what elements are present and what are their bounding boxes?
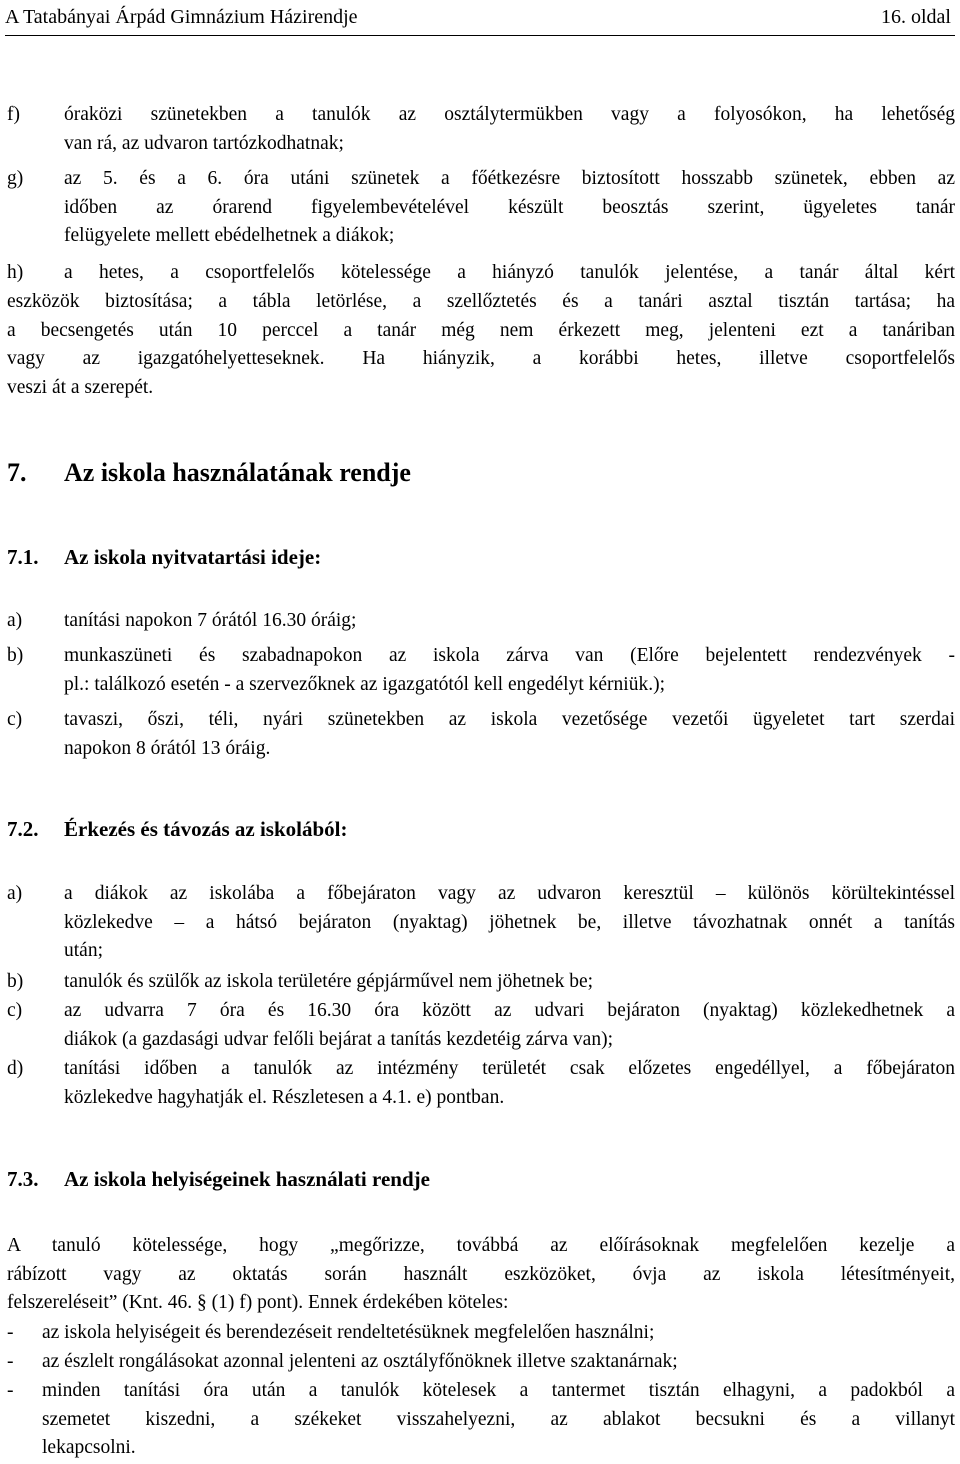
text-line: tanítási időben a tanulók az intézmény területét csak előzetes engedéllyel, a főbejáraton	[64, 1058, 955, 1079]
item-text	[64, 968, 955, 997]
page-number: 16. oldal	[881, 6, 951, 28]
item-label: f)	[7, 104, 20, 125]
section-number: 7.	[7, 458, 27, 487]
dash-bullet: -	[7, 1322, 14, 1343]
item-text	[64, 607, 955, 636]
text-line: óraközi szünetekben a tanulók az osztálytermükben vagy a folyosókon, ha lehetőség	[64, 104, 955, 125]
item-label: b)	[7, 971, 24, 992]
item-label: h)	[7, 262, 24, 283]
text-line: veszi át a szerepét.	[7, 376, 154, 398]
text-line: tanulók és szülők az iskola területére gépjárművel nem jöhetnek be;	[64, 971, 594, 992]
section-number: 7.3.	[7, 1167, 39, 1191]
item-label: c)	[7, 1000, 23, 1021]
section-title: Az iskola helyiségeinek használati rendje	[64, 1167, 430, 1191]
item-label: g)	[7, 168, 24, 189]
text-line: a diákok az iskolába a főbejáraton vagy az udvaron keresztül – különös körültekintéssel	[64, 883, 955, 904]
text-line: lekapcsolni.	[42, 1437, 136, 1458]
text-line: felügyelete mellett ebédelhetnek a diákok;	[64, 225, 395, 246]
item-text	[42, 1377, 955, 1463]
list-item-h-continuation	[7, 288, 955, 402]
text-line: tavaszi, őszi, téli, nyári szünetekben az iskola vezetősége vezetői ügyeletet tart szerdai	[64, 709, 955, 730]
text-line: a becsengetés után 10 perccel a tanár még nem érkezett meg, jelenteni ezt a tanáriban	[7, 319, 955, 341]
text-line: diákok (a gazdasági udvar felőli bejárat a tanítás kezdetéig zárva van);	[64, 1028, 613, 1050]
item-text	[64, 1055, 955, 1112]
document-title: A Tatabányai Árpád Gimnázium Házirendje	[5, 6, 358, 28]
text-line: az iskola helyiségeit és berendezéseit rendeltetésüknek megfelelően használni;	[42, 1322, 655, 1343]
text-line: a hetes, a csoportfelelős kötelessége a hiányzó tanulók jelentése, a tanár által kért	[64, 262, 955, 283]
text-line: pl.: találkozó esetén - a szervezőknek az igazgatótól kell engedélyt kérniük.);	[64, 673, 665, 695]
item-text	[64, 259, 955, 288]
text-line: szemetet kiszedni, a székeket visszahelyezni, az ablakot becsukni és a villanyt	[42, 1408, 955, 1430]
section-title: Érkezés és távozás az iskolából:	[64, 817, 348, 841]
text-line: az udvarra 7 óra és 16.30 óra között az udvari bejáraton (nyaktag) közlekedhetnek a	[64, 1000, 955, 1021]
text-line: van rá, az udvaron tartózkodhatnak;	[64, 132, 344, 154]
page-header	[5, 0, 955, 36]
dash-bullet: -	[7, 1380, 14, 1401]
section-number: 7.1.	[7, 545, 39, 569]
text-line: közlekedve hagyhatják el. Részletesen a 4.1. e) pontban.	[64, 1086, 505, 1108]
text-line: az 5. és a 6. óra utáni szünetek a főétkezésre biztosított hosszabb szünetek, ebben az	[64, 168, 955, 189]
item-text	[64, 101, 955, 158]
section-title: Az iskola nyitvatartási ideje:	[64, 545, 322, 569]
text-line: az észlelt rongálásokat azonnal jelenteni az osztályfőnöknek illetve szaktanárnak;	[42, 1351, 678, 1372]
text-line: napokon 8 órától 13 óráig.	[64, 737, 271, 759]
item-text	[64, 642, 955, 699]
text-line: eszközök biztosítása; a tábla letörlése, a szellőztetés és a tanári asztal tisztán tartása; ha	[7, 291, 955, 312]
text-line: időben az órarend figyelembevételével készült beosztás szerint, ügyeletes tanár	[64, 196, 955, 218]
item-label: b)	[7, 645, 24, 666]
item-text	[64, 997, 955, 1054]
item-text	[64, 706, 955, 763]
text-line: felszereléseit” (Knt. 46. § (1) f) pont). Ennek érdekében köteles:	[7, 1292, 509, 1313]
text-line: minden tanítási óra után a tanulók kötelesek a tantermet tisztán elhagyni, a padokból a	[42, 1380, 955, 1401]
section-number: 7.2.	[7, 817, 39, 841]
dash-bullet: -	[7, 1351, 14, 1372]
item-label: c)	[7, 709, 23, 730]
text-line: munkaszüneti és szabadnapokon az iskola zárva van (Előre bejelentett rendezvények -	[64, 645, 955, 666]
paragraph-7-3	[7, 1232, 955, 1318]
section-title: Az iskola használatának rendje	[64, 458, 411, 487]
text-line: rábízott vagy az oktatás során használt eszközöket, óvja az iskola létesítményeit,	[7, 1263, 955, 1285]
item-text	[64, 880, 955, 966]
item-label: d)	[7, 1058, 24, 1079]
item-text	[64, 165, 955, 251]
item-label: a)	[7, 883, 23, 904]
item-text	[42, 1348, 955, 1377]
text-line: tanítási napokon 7 órától 16.30 óráig;	[64, 610, 357, 631]
item-text	[42, 1319, 955, 1348]
item-label: a)	[7, 610, 23, 631]
text-line: vagy az igazgatóhelyetteseknek. Ha hiányzik, a korábbi hetes, illetve csoportfelelős	[7, 348, 955, 369]
text-line: közlekedve – a hátsó bejáraton (nyaktag) jöhetnek be, illetve távozhatnak onnét a tanítás	[64, 911, 955, 933]
text-line: A tanuló kötelessége, hogy „megőrizze, továbbá az előírásoknak megfelelően kezelje a	[7, 1235, 955, 1256]
text-line: után;	[64, 940, 103, 961]
